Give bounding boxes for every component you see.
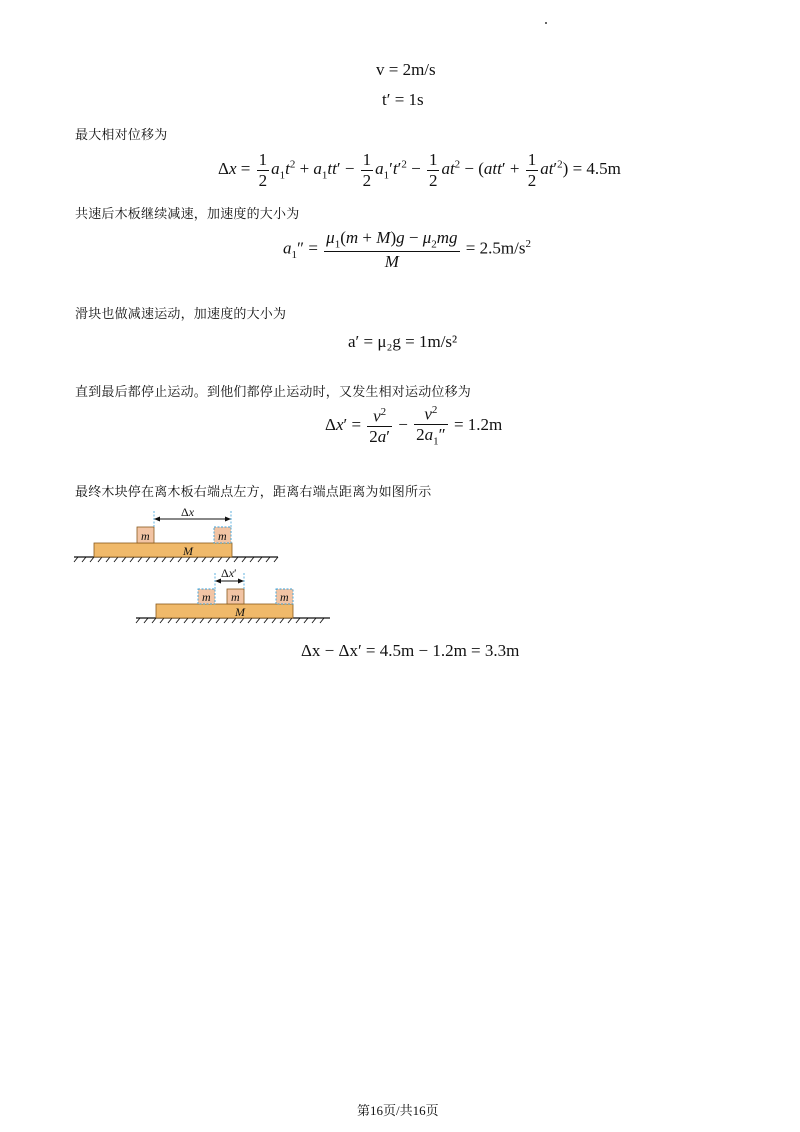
- paragraph-final-position: 最终木块停在离木板右端点左方，距离右端点距离为如图所示: [75, 485, 432, 500]
- board-block-diagram: [70, 505, 330, 630]
- svg-text:m: m: [231, 590, 240, 604]
- equation-v: v = 2m/s: [376, 60, 436, 79]
- page-footer: 第16页/共16页: [357, 1103, 439, 1118]
- equation-a-prime: a′ = μ₂g = 1m/s²: [348, 332, 458, 351]
- ground-hatch-bottom: [136, 618, 324, 623]
- board-top: [94, 543, 232, 557]
- ground-hatch-top: [74, 557, 278, 562]
- board-label-bottom: M: [235, 605, 245, 619]
- board-bottom: [156, 604, 293, 618]
- svg-text:m: m: [202, 590, 211, 604]
- equation-t-prime: t′ = 1s: [382, 90, 424, 109]
- paragraph-both-stop: 直到最后都停止运动。到他们都停止运动时，又发生相对运动位移为: [75, 385, 472, 400]
- bottom-scene: [136, 566, 330, 623]
- block-label-top-start: m: [141, 529, 150, 543]
- arrow-label-top: Δx: [181, 505, 195, 519]
- paragraph-max-relative-displacement: 最大相对位移为: [75, 128, 168, 143]
- equation-delta-x-prime: Δx′ = $\frac{v^2}{2a'}$ − $\frac{v^2}{2a_1''}$ = 1.2m: [325, 404, 503, 448]
- equation-final-distance: Δx − Δx′ = 4.5m − 1.2m = 3.3m: [301, 641, 520, 660]
- block-label-top-end: m: [218, 529, 227, 543]
- page-speck: [545, 22, 547, 24]
- arrow-label-bottom: Δx′: [221, 566, 237, 580]
- equation-delta-x: Δx = $\frac{1}{2}$ $a_1t^2 + a_1tt'$ − $\frac{1}{2}$ $a_1't'^2$ − $\frac{1}{2}$ $at^2 - (att'$ + $\frac{1}{2}$ $at'^2) = 4.5m$: [218, 150, 621, 190]
- board-label-top: M: [183, 544, 193, 558]
- svg-text:m: m: [280, 590, 289, 604]
- paragraph-block-decelerates: 滑块也做减速运动，加速度的大小为: [75, 307, 287, 322]
- equation-a1-double-prime: $a_1''$ = $\frac{\mu_1(m + M)g - \mu_2mg}{M}$ = $2.5m/s^2$: [283, 228, 531, 272]
- paragraph-board-decelerates: 共速后木板继续减速，加速度的大小为: [75, 207, 300, 222]
- top-scene: [74, 505, 278, 562]
